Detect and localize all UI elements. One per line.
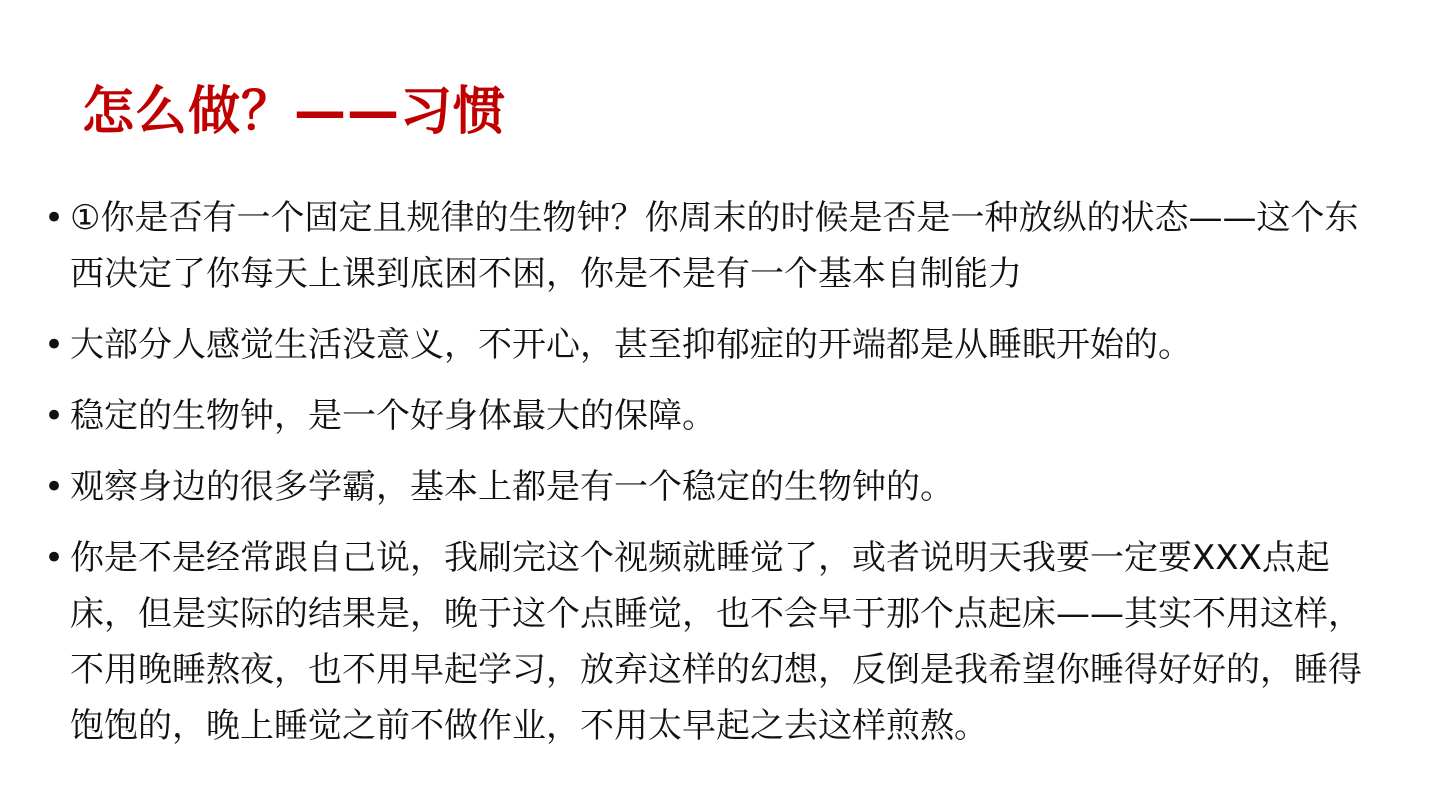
bullet-item-1: [44, 190, 1389, 302]
bullet-dot-icon: •: [44, 538, 65, 578]
bullet-dot-icon: •: [44, 467, 65, 507]
bullet-item-5: [44, 530, 1389, 754]
bullet-item-4: [44, 459, 1389, 515]
bullet-dot-icon: •: [44, 198, 65, 238]
bullet-text: ①你是否有一个固定且规律的生物钟？你周末的时候是否是一种放纵的状态——这个东西决定了你每天上课到底困不困，你是不是有一个基本自制能力: [70, 198, 1359, 294]
bullet-dot-icon: •: [44, 396, 65, 436]
bullet-text: 观察身边的很多学霸，基本上都是有一个稳定的生物钟的。: [70, 467, 954, 507]
bullet-text: 稳定的生物钟，是一个好身体最大的保障。: [70, 396, 716, 436]
bullet-item-2: [44, 317, 1389, 373]
bullet-item-3: [44, 388, 1389, 444]
bullet-text: 你是不是经常跟自己说，我刷完这个视频就睡觉了，或者说明天我要一定要XXX点起床，但是实际的结果是，晚于这个点睡觉，也不会早于那个点起床——其实不用这样，不用晚睡熬夜，也不用早起学习，放弃这样的幻想，反倒是我希望你睡得好好的，睡得饱饱的，晚上睡觉之前不做作业，不用太早起之去这样煎熬。: [70, 538, 1362, 746]
bullet-list: [44, 190, 1389, 754]
bullet-dot-icon: •: [44, 325, 65, 365]
slide-title: 怎么做？——习惯: [82, 82, 507, 142]
bullet-text: 大部分人感觉生活没意义，不开心，甚至抑郁症的开端都是从睡眠开始的。: [70, 325, 1192, 365]
